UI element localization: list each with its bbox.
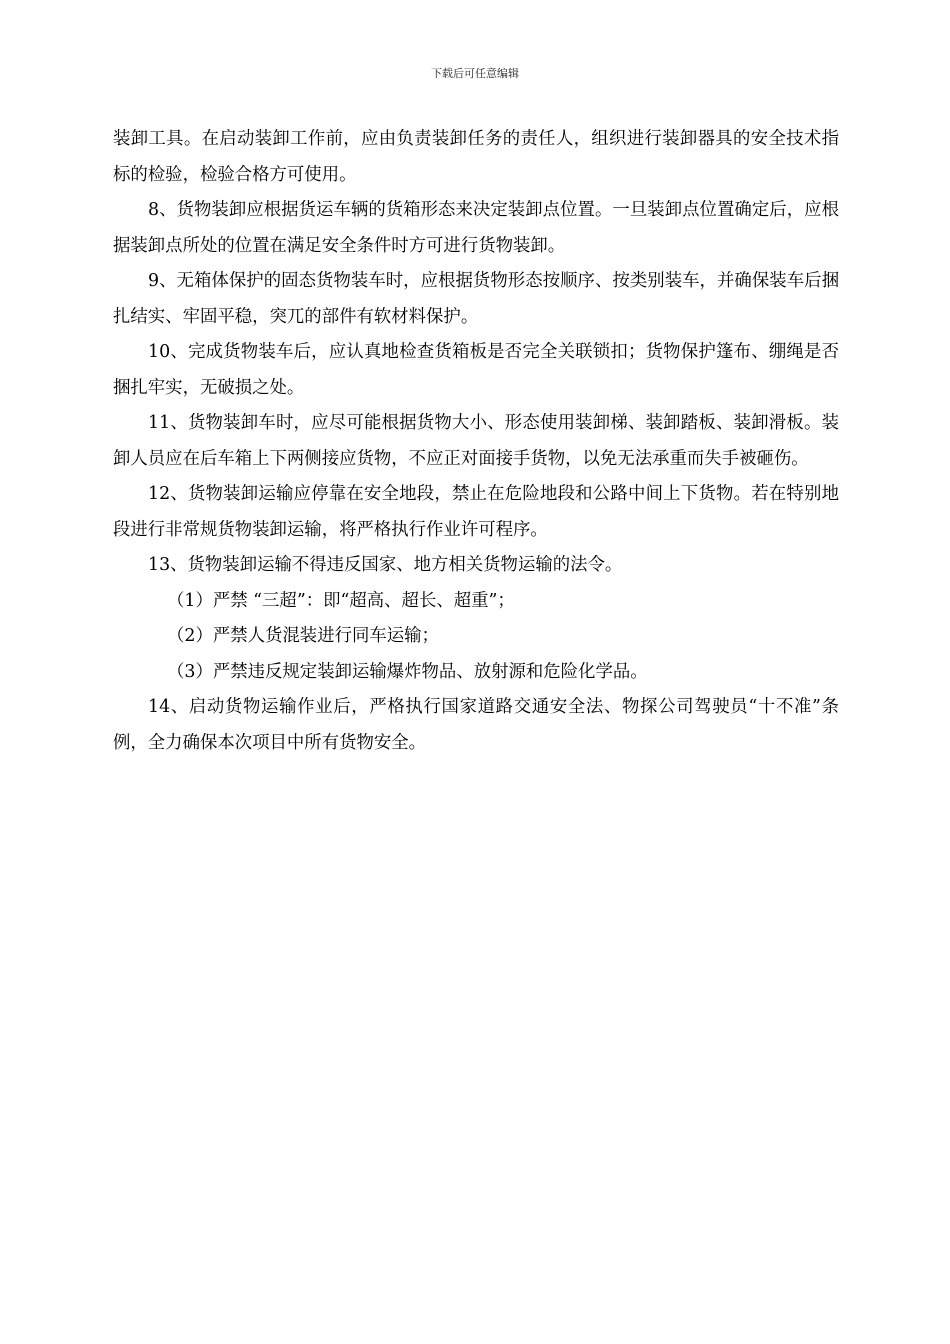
paragraph-item-10: 10、完成货物装车后，应认真地检查货箱板是否完全关联锁扣；货物保护篷布、绷绳是否捆扎牢实，无破损之处。 — [113, 342, 839, 398]
paragraph-item-11: 11、货物装卸车时，应尽可能根据货物大小、形态使用装卸梯、装卸踏板、装卸滑板。装卸人员应在后车箱上下两侧接应货物，不应正对面接手货物，以免无法承重而失手被砸伤。 — [113, 413, 839, 469]
document-body — [113, 122, 839, 761]
page-header: 下载后可任意编辑 — [431, 67, 519, 80]
sub-item-3: （3）严禁违反规定装卸运输爆炸物品、放射源和危险化学品。 — [167, 661, 648, 682]
paragraph-item-9: 9、无箱体保护的固态货物装车时，应根据货物形态按顺序、按类别装车，并确保装车后捆扎结实、牢固平稳，突兀的部件有软材料保护。 — [113, 271, 839, 327]
paragraph-item-13: 13、货物装卸运输不得违反国家、地方相关货物运输的法令。 — [148, 555, 623, 575]
paragraph-item-14: 14、启动货物运输作业后，严格执行国家道路交通安全法、物探公司驾驶员“十不准”条例，全力确保本次项目中所有货物安全。 — [113, 697, 839, 753]
sub-item-1: （1）严禁 “三超”：即“超高、超长、超重”； — [167, 590, 515, 611]
sub-item-2: （2）严禁人货混装进行同车运输； — [167, 626, 439, 646]
paragraph-item-8: 8、货物装卸应根据货运车辆的货箱形态来决定装卸点位置。一旦装卸点位置确定后，应根据装卸点所处的位置在满足安全条件时方可进行货物装卸。 — [113, 200, 839, 256]
paragraph-item-12: 12、货物装卸运输应停靠在安全地段，禁止在危险地段和公路中间上下货物。若在特别地段进行非常规货物装卸运输，将严格执行作业许可程序。 — [113, 484, 839, 540]
paragraph-continued: 装卸工具。在启动装卸工作前，应由负责装卸任务的责任人，组织进行装卸器具的安全技术指标的检验，检验合格方可使用。 — [113, 129, 839, 185]
